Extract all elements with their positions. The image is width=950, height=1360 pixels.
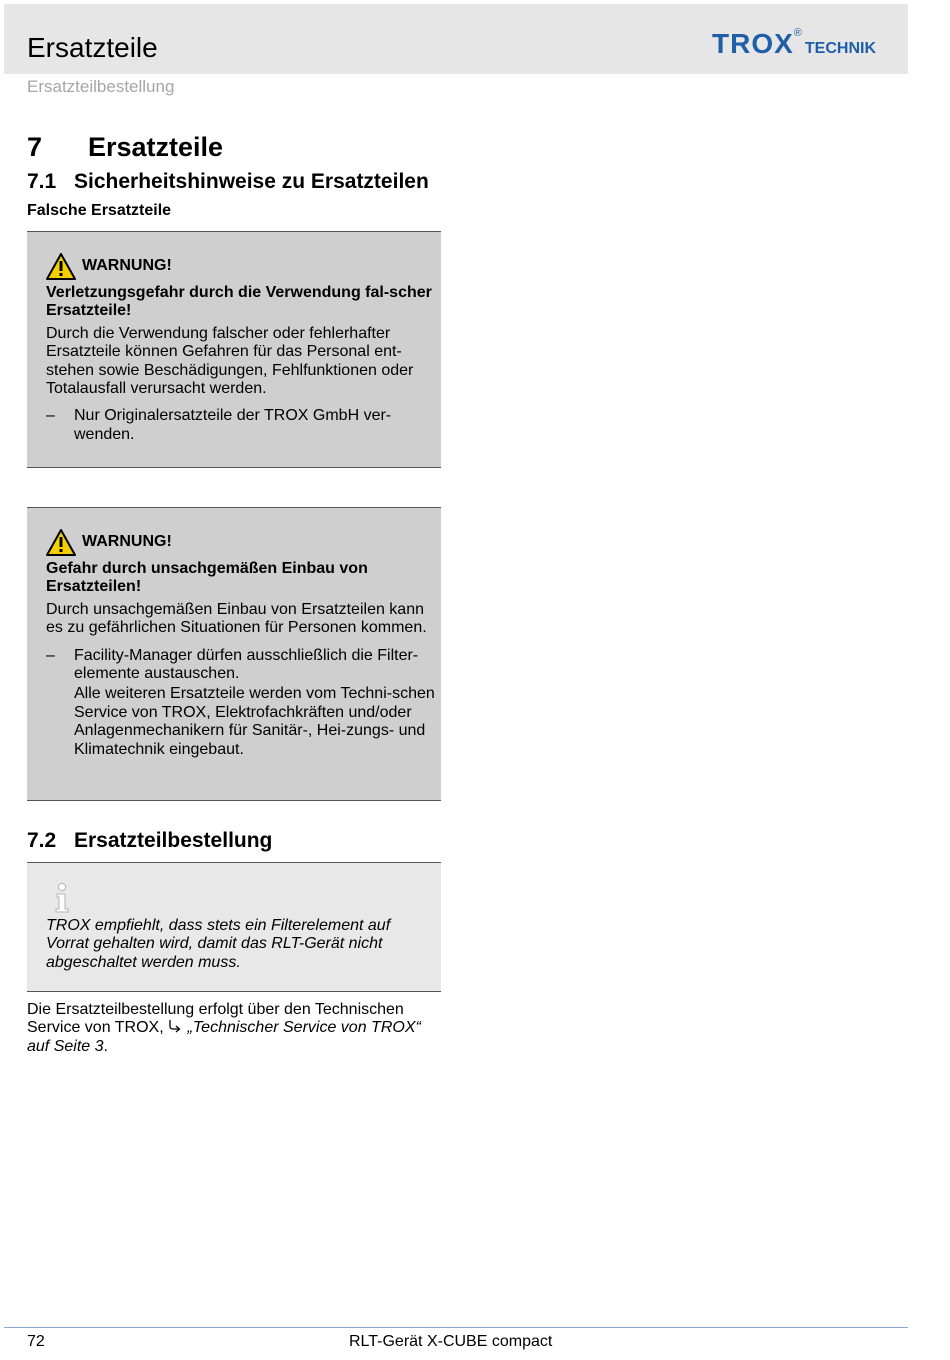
- warning-signal-2: [46, 528, 436, 556]
- section-title-1: Sicherheitshinweise zu Ersatzteilen: [74, 170, 429, 193]
- warning-triangle-icon: [46, 253, 76, 280]
- warning-item-2: [46, 647, 436, 684]
- chapter-heading: [27, 130, 223, 164]
- warning-triangle-icon: [46, 529, 76, 556]
- warning-body-2: Durch unsachgemäßen Einbau von Ersatzteilen kann es zu gefährlichen Situationen für Personen kommen.: [46, 600, 427, 637]
- warning-heading-2: Gefahr durch unsachgemäßen Einbau von Ersatzteilen!: [46, 560, 368, 596]
- logo-sub: TECHNIK: [804, 40, 876, 57]
- warning-box-2: [27, 507, 441, 801]
- section-heading-1: [27, 169, 429, 195]
- dash-marker: –: [46, 407, 55, 425]
- chapter-number: 7: [27, 132, 43, 162]
- cross-reference-link[interactable]: „Technischer Service von TROX“ auf Seite 3: [27, 1019, 421, 1055]
- order-paragraph: [27, 1001, 441, 1056]
- warning-signal-word-2: WARNUNG!: [82, 533, 172, 550]
- subheading: Falsche Ersatzteile: [27, 202, 172, 219]
- order-paragraph-text: Die Ersatzteilbestellung erfolgt über den Technischen Service von TROX,: [27, 1001, 404, 1037]
- warning-item-continuation: Alle weiteren Ersatzteile werden vom Techni-schen Service von TROX, Elektrofachkräften und/oder Anlagenmechanikern für Sanitär-, Hei-zungs- und Klimatechnik eingebaut.: [74, 685, 435, 758]
- warning-signal-word-1: WARNUNG!: [82, 257, 172, 274]
- logo-main: TROX: [712, 28, 794, 59]
- page-number: 72: [27, 1333, 45, 1350]
- warning-item-1: [46, 407, 436, 444]
- warning-body-1: Durch die Verwendung falscher oder fehlerhafter Ersatzteile können Gefahren für das Personal ent-stehen sowie Beschädigungen, Fehlfunktionen oder Totalausfall verursacht werden.: [46, 324, 414, 398]
- dash-marker: –: [46, 646, 55, 664]
- header-title: Ersatzteile: [27, 32, 158, 63]
- warning-item-text-1: Nur Originalersatzteile der TROX GmbH ver-wenden.: [74, 407, 392, 443]
- trox-logo: [712, 29, 876, 59]
- warning-item-text-2: Facility-Manager dürfen ausschließlich die Filter-elemente austauschen.: [74, 646, 419, 683]
- section-number-2: 7.2: [27, 829, 57, 852]
- info-text: TROX empfiehlt, dass stets ein Filterelement auf Vorrat gehalten wird, damit das RLT-Gerät nicht abgeschaltet werden muss.: [46, 917, 391, 971]
- document-title: RLT-Gerät X-CUBE compact: [349, 1333, 553, 1350]
- info-icon: [50, 881, 80, 915]
- footer-divider: [4, 1327, 908, 1328]
- order-paragraph-end: .: [103, 1037, 108, 1055]
- info-box: [27, 862, 441, 992]
- section-heading-2: [27, 828, 272, 854]
- cross-reference-icon: [168, 1019, 183, 1033]
- warning-signal-1: [46, 252, 436, 280]
- chapter-title: Ersatzteile: [88, 132, 224, 162]
- warning-box-1: [27, 231, 441, 468]
- header-subtitle: Ersatzteilbestellung: [27, 77, 175, 96]
- warning-heading-1: Verletzungsgefahr durch die Verwendung fal-scher Ersatzteile!: [46, 284, 432, 320]
- section-title-2: Ersatzteilbestellung: [74, 829, 273, 852]
- logo-registered: ®: [793, 27, 802, 39]
- section-number-1: 7.1: [27, 170, 57, 193]
